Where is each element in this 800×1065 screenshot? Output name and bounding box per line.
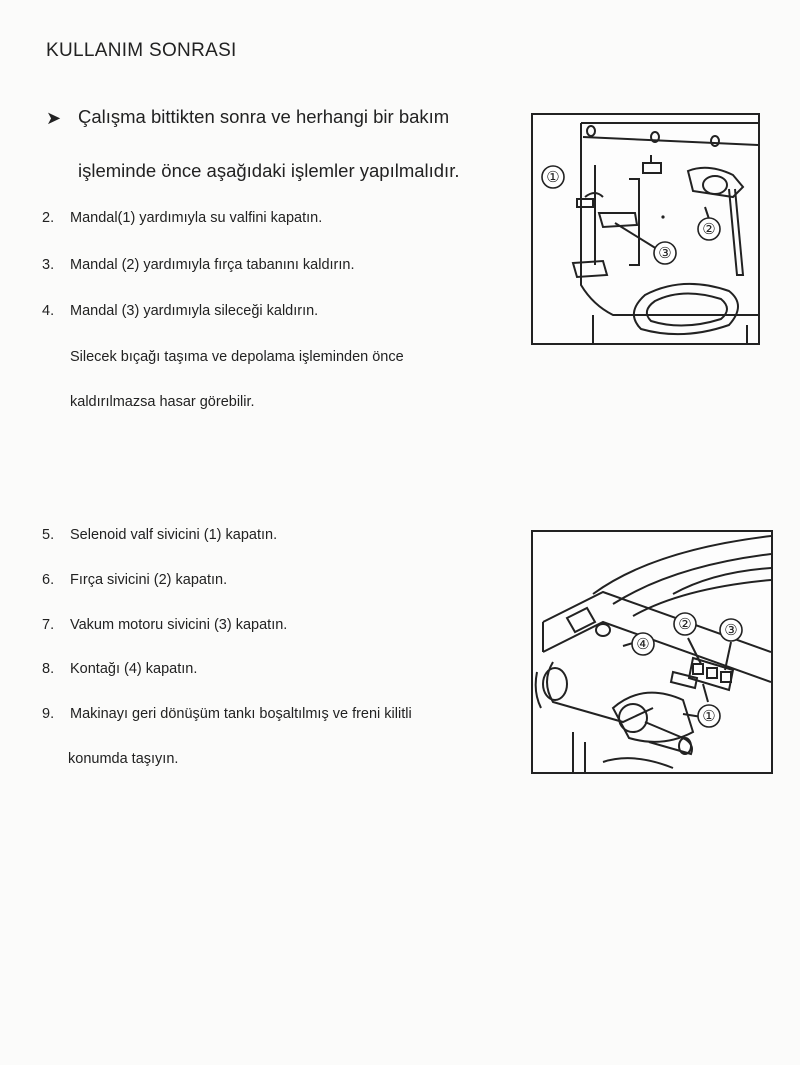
intro-line-2: işleminde önce aşağıdaki işlemler yapılmalıdır. (78, 160, 460, 181)
switches-illustration (533, 532, 771, 772)
step-number: 3. (42, 257, 55, 273)
list-item (42, 303, 318, 319)
step-number: 2. (42, 210, 55, 226)
callout-2: ② (678, 615, 692, 633)
step-text: Makinayı geri dönüşüm tankı boşaltılmış ve freni kilitli (70, 706, 412, 722)
step-number: 9. (42, 706, 55, 722)
warning-note-line-1: Silecek bıçağı taşıma ve depolama işleminden önce (70, 349, 404, 365)
step-number: 8. (42, 661, 55, 677)
list-item (42, 527, 277, 543)
callout-3: ③ (658, 244, 672, 262)
step-text: Mandal (3) yardımıyla sileceği kaldırın. (70, 303, 319, 319)
step-number: 7. (42, 617, 55, 633)
step-text: Selenoid valf sivicini (1) kapatın. (70, 527, 278, 543)
callout-2: ② (702, 220, 716, 238)
warning-note-line-2: kaldırılmazsa hasar görebilir. (70, 394, 255, 410)
arrow-bullet-icon: ➤ (46, 108, 62, 128)
page-title: KULLANIM SONRASI (46, 40, 237, 61)
figure-switches (531, 530, 773, 774)
list-item (42, 617, 287, 633)
list-item (42, 210, 322, 226)
step-text: Mandal (2) yardımıyla fırça tabanını kaldırın. (70, 257, 355, 273)
levers-illustration (533, 115, 758, 343)
list-item (42, 661, 197, 677)
step-text: Fırça sivicini (2) kapatın. (70, 572, 228, 588)
step-text: Mandal(1) yardımıyla su valfini kapatın. (70, 210, 323, 226)
list-item (42, 572, 227, 588)
intro-line-1: Çalışma bittikten sonra ve herhangi bir bakım (78, 106, 450, 127)
list-item (42, 257, 355, 273)
callout-1: ① (546, 168, 560, 186)
step-number: 5. (42, 527, 55, 543)
callout-4: ④ (636, 635, 650, 653)
step-number: 6. (42, 572, 55, 588)
step-text: Kontağı (4) kapatın. (70, 661, 198, 677)
list-item (42, 706, 412, 722)
figure-levers (531, 113, 760, 345)
callout-3: ③ (724, 621, 738, 639)
step-9-continuation: konumda taşıyın. (68, 751, 179, 767)
callout-1: ① (702, 707, 716, 725)
step-number: 4. (42, 303, 55, 319)
step-text: Vakum motoru sivicini (3) kapatın. (70, 617, 288, 633)
